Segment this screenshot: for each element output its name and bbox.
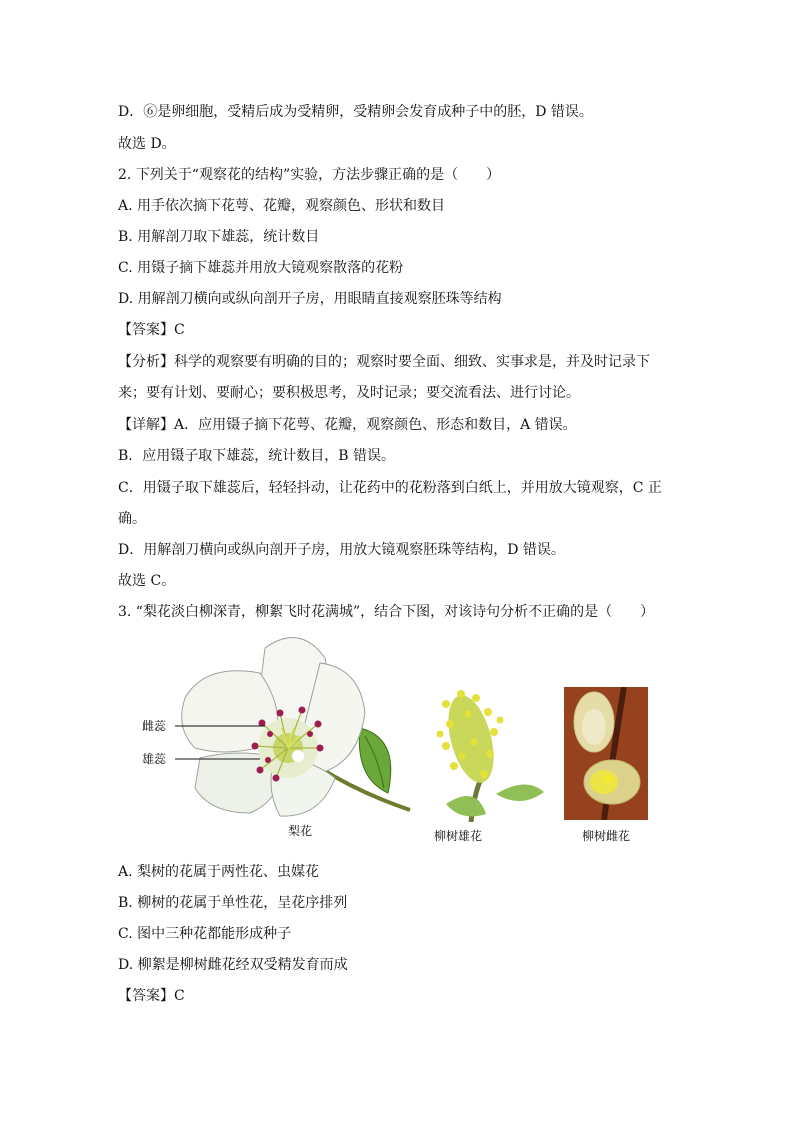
q2-option-d: D. 用解剖刀横向或纵向剖开子房，用眼睛直接观察胚珠等结构 <box>118 291 502 307</box>
q2-analysis-line-1: 【分析】科学的观察要有明确的目的；观察时要全面、细致、实事求是，并及时记录下 <box>118 354 650 370</box>
q3-option-d: D. 柳絮是柳树雌花经双受精发育而成 <box>118 957 348 973</box>
q2-option-b: B. 用解剖刀取下雄蕊，统计数目 <box>118 229 320 245</box>
q3-option-c: C. 图中三种花都能形成种子 <box>118 926 292 942</box>
label-pistil: 雌蕊 <box>142 719 167 733</box>
q2-detail-line-2: B．应用镊子取下雄蕊，统计数目，B 错误。 <box>118 448 396 464</box>
prev-conclusion: 故选 D。 <box>118 136 176 152</box>
willow-male-flower-image <box>426 684 548 822</box>
q3-option-b: B. 柳树的花属于单性花，呈花序排列 <box>118 895 348 911</box>
prev-answer-d-line: D．⑥是卵细胞，受精后成为受精卵，受精卵会发育成种子中的胚，D 错误。 <box>118 104 593 120</box>
q2-analysis-line-2: 来；要有计划、要耐心；要积极思考，及时记录；要交流看法、进行讨论。 <box>118 385 580 401</box>
q3-option-a: A. 梨树的花属于两性花、虫媒花 <box>118 864 320 880</box>
q2-option-a: A. 用手依次摘下花萼、花瓣，观察颜色、形状和数目 <box>118 198 446 214</box>
q3-answer: 【答案】C <box>118 988 185 1004</box>
q3-stem: 3. “梨花淡白柳深青，柳絮飞时花满城”，结合下图，对该诗句分析不正确的是（ ） <box>118 604 655 620</box>
label-stamen: 雄蕊 <box>142 752 167 766</box>
willow-female-flower-image <box>564 687 648 820</box>
q2-answer: 【答案】C <box>118 322 185 338</box>
caption-pear-flower: 梨花 <box>288 824 313 838</box>
q2-detail-line-4: 确。 <box>118 511 146 527</box>
q2-option-c: C. 用镊子摘下雄蕊并用放大镜观察散落的花粉 <box>118 260 404 276</box>
q2-detail-line-3: C．用镊子取下雄蕊后，轻轻抖动，让花药中的花粉落到白纸上，并用放大镜观察，C 正 <box>118 480 662 496</box>
pear-flower-image <box>170 628 415 823</box>
q2-detail-line-1: 【详解】A．应用镊子摘下花萼、花瓣，观察颜色、形态和数目，A 错误。 <box>118 417 577 433</box>
caption-willow-male-flower: 柳树雄花 <box>434 829 483 843</box>
q2-detail-line-5: D．用解剖刀横向或纵向剖开子房，用放大镜观察胚珠等结构，D 错误。 <box>118 542 565 558</box>
caption-willow-female-flower: 柳树雌花 <box>582 829 631 843</box>
q2-stem: 2. 下列关于“观察花的结构”实验，方法步骤正确的是（ ） <box>118 167 501 183</box>
q2-conclusion: 故选 C。 <box>118 573 176 589</box>
